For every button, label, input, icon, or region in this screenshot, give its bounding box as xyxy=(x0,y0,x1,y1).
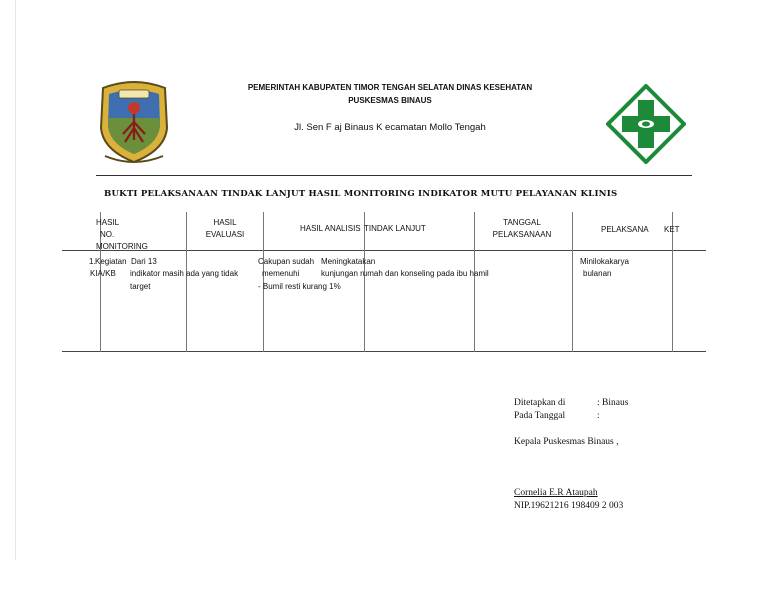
tanggal-label: Pada Tanggal xyxy=(514,411,566,421)
header-tindak-lanjut: TINDAK LANJUT xyxy=(364,224,426,233)
row-evaluasi: indikator masih ada yang tidak xyxy=(130,269,239,278)
table-top-border xyxy=(62,250,706,251)
document-title: BUKTI PELAKSANAAN TINDAK LANJUT HASIL MONITORING INDIKATOR MUTU PELAYANAN KLINIS xyxy=(104,189,618,199)
row-kegiatan: Kegiatan xyxy=(95,257,127,266)
kabupaten-seal-logo xyxy=(95,78,173,164)
header-agency: PEMERINTAH KABUPATEN TIMOR TENGAH SELATAN DINAS KESEHATAN xyxy=(247,83,533,92)
header-hasil-evaluasi: EVALUASI xyxy=(205,230,245,239)
header-pelaksana: PELAKSANA xyxy=(601,225,649,234)
row-pelaksana: bulanan xyxy=(583,269,612,278)
header-divider xyxy=(96,175,692,176)
header-puskesmas: PUSKESMAS BINAUS xyxy=(348,96,432,105)
header-no: NO. xyxy=(100,230,115,239)
row-analisis: Cakupan sudah xyxy=(258,257,315,266)
header-no-hasil: HASIL xyxy=(96,218,120,227)
table-col-divider xyxy=(474,212,475,352)
table-bottom-border xyxy=(62,351,706,352)
header-ket: KET xyxy=(664,225,680,234)
row-pelaksana: Minilokakarya xyxy=(580,257,629,266)
row-tindak-lanjut: kunjungan rumah dan konseling pada ibu hamil xyxy=(321,269,489,278)
row-number: 1. xyxy=(89,257,96,266)
ditetapkan-value: : Binaus xyxy=(597,398,629,408)
header-hasil-evaluasi: HASIL xyxy=(213,218,237,227)
header-hasil-analisis: HASIL ANALISIS xyxy=(300,224,361,233)
header-address: Jl. Sen F aj Binaus K ecamatan Mollo Tengah xyxy=(294,122,486,133)
row-evaluasi: target xyxy=(130,282,151,291)
row-analisis: - Bumil resti kurang 1% xyxy=(258,282,341,291)
header-monitoring: MONITORING xyxy=(96,242,148,251)
signatory-name: Cornelia E.R Ataupah xyxy=(514,488,598,498)
row-analisis: memenuhi xyxy=(262,269,300,278)
row-tindak-lanjut: Meningkatakan xyxy=(321,257,376,266)
row-kegiatan: KIA/KB xyxy=(90,269,116,278)
table-col-divider xyxy=(186,212,187,352)
row-evaluasi: Dari 13 xyxy=(131,257,157,266)
tanggal-value: : xyxy=(597,411,600,421)
header-tanggal-pelaksanaan: PELAKSANAAN xyxy=(492,230,552,239)
ditetapkan-label: Ditetapkan di xyxy=(514,398,566,408)
puskesmas-cross-logo xyxy=(606,84,686,164)
page-edge xyxy=(15,0,16,560)
header-tanggal-pelaksanaan: TANGGAL xyxy=(503,218,541,227)
kepala-puskesmas: Kepala Puskesmas Binaus , xyxy=(514,437,619,447)
signatory-nip: NIP.19621216 198409 2 003 xyxy=(514,501,624,511)
table-col-divider xyxy=(572,212,573,352)
